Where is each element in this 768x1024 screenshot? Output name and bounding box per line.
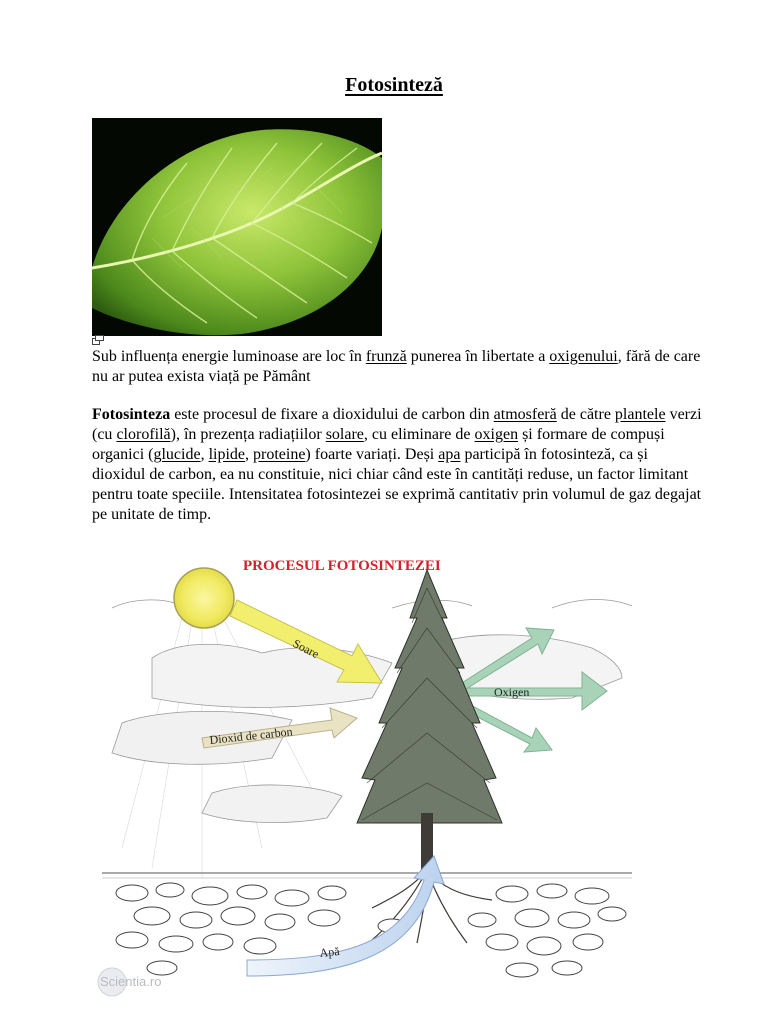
term-fotosinteza: Fotosinteza: [92, 406, 171, 423]
link-solare[interactable]: solare: [325, 426, 364, 443]
text-fragment: , cu eliminare de: [363, 426, 475, 443]
text-fragment: ) foarte variați. Deși: [305, 446, 439, 463]
text-fragment: de către: [556, 406, 615, 423]
link-apa[interactable]: apa: [438, 446, 461, 463]
photosynthesis-diagram: [92, 548, 640, 1006]
page-title: Fotosinteză: [345, 74, 443, 96]
text-fragment: este procesul de fixare a dioxidului de carbon din: [170, 406, 494, 423]
text-fragment: ), în prezența radiațiilor: [170, 426, 326, 443]
oxygen-arrow-label: Oxigen: [494, 685, 530, 699]
co2-arrow-label: Dioxid de carbon: [208, 724, 294, 747]
water-arrow-label: Apă: [318, 943, 341, 960]
text-fragment: verzi (cu: [92, 406, 702, 443]
paragraph-definition: [92, 405, 702, 525]
link-oxigen[interactable]: oxigen: [474, 426, 519, 443]
text-fragment: ,: [200, 446, 209, 463]
text-fragment: ,: [245, 446, 253, 463]
link-plantele[interactable]: plantele: [614, 406, 666, 423]
sun-arrow-label: Soare: [290, 636, 322, 662]
text-fragment: Sub influența energie luminoase are loc în: [92, 348, 366, 365]
link-glucide[interactable]: glucide: [153, 446, 201, 463]
text-fragment: și formare de compuși organici (: [92, 426, 665, 463]
leaf-photo: [92, 118, 382, 336]
link-frunza[interactable]: frunză: [365, 348, 407, 365]
sun-icon: [174, 568, 234, 628]
link-lipide[interactable]: lipide: [208, 446, 245, 463]
link-clorofila[interactable]: clorofilă: [116, 426, 171, 443]
text-fragment: , fără de care nu ar putea exista viață pe Pământ: [92, 348, 701, 385]
watermark-text: Scientia.ro: [100, 974, 162, 989]
image-placeholder-icon: [92, 335, 104, 345]
link-atmosfera[interactable]: atmosferă: [493, 406, 557, 423]
diagram-title: PROCESUL FOTOSINTEZEI: [243, 558, 441, 574]
link-proteine[interactable]: proteine: [253, 446, 306, 463]
paragraph-intro: [92, 347, 702, 387]
soil-rocks: [116, 883, 626, 977]
text-fragment: participă în fotosinteză, ca și dioxidul de carbon, ea nu constituie, nici chiar când este în cantități reduse, un factor limitant pentru toate speciile. Intensitatea fotosintezei se exprimă cantitativ prin volumul de gaz degajat pe unitate de timp.: [92, 446, 702, 523]
link-oxigenului[interactable]: oxigenului: [549, 348, 618, 365]
text-fragment: punerea în libertate a: [406, 348, 550, 365]
ground-line: [102, 873, 632, 878]
